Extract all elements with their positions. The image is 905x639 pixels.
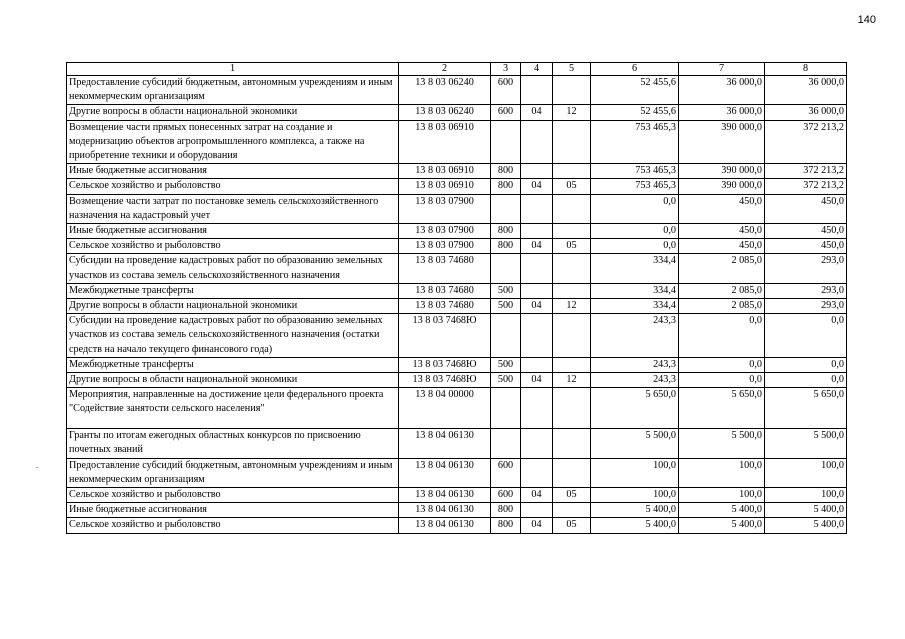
- table-row: [67, 194, 847, 223]
- section-cell: [521, 164, 553, 179]
- expense-type-cell: 800: [491, 518, 521, 533]
- amount-col6-cell: 52 455,6: [591, 76, 679, 105]
- target-code-cell: 13 8 04 00000: [399, 388, 491, 429]
- amount-col6-cell: 100,0: [591, 488, 679, 503]
- expense-type-cell: [491, 120, 521, 164]
- target-code-cell: 13 8 03 07900: [399, 224, 491, 239]
- row-name-cell: Другие вопросы в области национальной экономики: [67, 299, 399, 314]
- row-name-cell: Предоставление субсидий бюджетным, автономным учреждениям и иным некоммерческим организациям: [67, 76, 399, 105]
- amount-col8-cell: 36 000,0: [765, 105, 847, 120]
- column-header: 8: [765, 63, 847, 76]
- amount-col8-cell: 450,0: [765, 224, 847, 239]
- amount-col6-cell: 5 650,0: [591, 388, 679, 429]
- amount-col8-cell: 0,0: [765, 357, 847, 372]
- amount-col7-cell: 5 400,0: [679, 503, 765, 518]
- section-cell: [521, 283, 553, 298]
- section-cell: 04: [521, 373, 553, 388]
- expense-type-cell: [491, 254, 521, 283]
- target-code-cell: 13 8 04 06130: [399, 518, 491, 533]
- column-header: 7: [679, 63, 765, 76]
- row-name-cell: Иные бюджетные ассигнования: [67, 164, 399, 179]
- amount-col8-cell: 100,0: [765, 488, 847, 503]
- section-cell: [521, 357, 553, 372]
- amount-col7-cell: 2 085,0: [679, 299, 765, 314]
- table-row: [67, 314, 847, 358]
- section-cell: [521, 254, 553, 283]
- subsection-cell: [553, 76, 591, 105]
- expense-type-cell: [491, 194, 521, 223]
- target-code-cell: 13 8 03 07900: [399, 239, 491, 254]
- amount-col7-cell: 36 000,0: [679, 76, 765, 105]
- amount-col8-cell: 450,0: [765, 194, 847, 223]
- section-cell: [521, 388, 553, 429]
- table-row: [67, 105, 847, 120]
- subsection-cell: 12: [553, 299, 591, 314]
- row-name-cell: Субсидии на проведение кадастровых работ по образованию земельных участков из состава земель сельскохозяйственного назначения: [67, 254, 399, 283]
- amount-col8-cell: 0,0: [765, 373, 847, 388]
- amount-col6-cell: 243,3: [591, 314, 679, 358]
- column-header: 4: [521, 63, 553, 76]
- row-name-cell: Другие вопросы в области национальной экономики: [67, 105, 399, 120]
- section-cell: [521, 224, 553, 239]
- table-row: [67, 239, 847, 254]
- target-code-cell: 13 8 04 06130: [399, 503, 491, 518]
- amount-col6-cell: 5 500,0: [591, 429, 679, 458]
- amount-col6-cell: 753 465,3: [591, 164, 679, 179]
- expense-type-cell: 600: [491, 458, 521, 487]
- row-name-cell: Межбюджетные трансферты: [67, 357, 399, 372]
- amount-col7-cell: 450,0: [679, 224, 765, 239]
- row-name-cell: Сельское хозяйство и рыболовство: [67, 488, 399, 503]
- row-name-cell: Межбюджетные трансферты: [67, 283, 399, 298]
- table-row: [67, 254, 847, 283]
- page-number: 140: [857, 14, 876, 26]
- amount-col7-cell: 2 085,0: [679, 254, 765, 283]
- amount-col7-cell: 100,0: [679, 458, 765, 487]
- budget-table: [66, 62, 847, 534]
- amount-col7-cell: 36 000,0: [679, 105, 765, 120]
- amount-col6-cell: 753 465,3: [591, 120, 679, 164]
- expense-type-cell: 500: [491, 357, 521, 372]
- amount-col7-cell: 390 000,0: [679, 120, 765, 164]
- subsection-cell: [553, 120, 591, 164]
- table-row: [67, 76, 847, 105]
- section-cell: [521, 458, 553, 487]
- target-code-cell: 13 8 03 7468Ю: [399, 314, 491, 358]
- subsection-cell: [553, 194, 591, 223]
- expense-type-cell: 600: [491, 76, 521, 105]
- amount-col8-cell: 293,0: [765, 299, 847, 314]
- table-row: [67, 164, 847, 179]
- subsection-cell: [553, 357, 591, 372]
- row-name-cell: Сельское хозяйство и рыболовство: [67, 179, 399, 194]
- amount-col6-cell: 100,0: [591, 458, 679, 487]
- amount-col6-cell: 5 400,0: [591, 518, 679, 533]
- row-name-cell: Иные бюджетные ассигнования: [67, 503, 399, 518]
- expense-type-cell: [491, 388, 521, 429]
- amount-col7-cell: 100,0: [679, 488, 765, 503]
- section-cell: 04: [521, 518, 553, 533]
- subsection-cell: 05: [553, 488, 591, 503]
- table-row: [67, 357, 847, 372]
- expense-type-cell: 500: [491, 283, 521, 298]
- amount-col8-cell: 36 000,0: [765, 76, 847, 105]
- subsection-cell: [553, 503, 591, 518]
- section-cell: 04: [521, 179, 553, 194]
- amount-col6-cell: 334,4: [591, 283, 679, 298]
- section-cell: [521, 503, 553, 518]
- subsection-cell: 05: [553, 179, 591, 194]
- row-name-cell: Другие вопросы в области национальной экономики: [67, 373, 399, 388]
- section-cell: [521, 76, 553, 105]
- row-name-cell: Гранты по итогам ежегодных областных конкурсов по присвоению почетных званий: [67, 429, 399, 458]
- expense-type-cell: 600: [491, 488, 521, 503]
- amount-col6-cell: 0,0: [591, 239, 679, 254]
- column-header: 1: [67, 63, 399, 76]
- target-code-cell: 13 8 03 06910: [399, 120, 491, 164]
- amount-col8-cell: 100,0: [765, 458, 847, 487]
- amount-col6-cell: 334,4: [591, 299, 679, 314]
- amount-col7-cell: 390 000,0: [679, 164, 765, 179]
- amount-col7-cell: 0,0: [679, 314, 765, 358]
- target-code-cell: 13 8 03 74680: [399, 299, 491, 314]
- row-name-cell: Иные бюджетные ассигнования: [67, 224, 399, 239]
- amount-col7-cell: 390 000,0: [679, 179, 765, 194]
- amount-col8-cell: 372 213,2: [765, 179, 847, 194]
- target-code-cell: 13 8 03 06240: [399, 105, 491, 120]
- expense-type-cell: [491, 314, 521, 358]
- target-code-cell: 13 8 03 06240: [399, 76, 491, 105]
- subsection-cell: 12: [553, 105, 591, 120]
- amount-col7-cell: 5 500,0: [679, 429, 765, 458]
- table-row: [67, 373, 847, 388]
- target-code-cell: 13 8 03 74680: [399, 254, 491, 283]
- section-cell: 04: [521, 488, 553, 503]
- amount-col6-cell: 5 400,0: [591, 503, 679, 518]
- row-name-cell: Возмещение части затрат по постановке земель сельскохозяйственного назначения на кадастровый учет: [67, 194, 399, 223]
- subsection-cell: [553, 254, 591, 283]
- amount-col6-cell: 243,3: [591, 357, 679, 372]
- target-code-cell: 13 8 04 06130: [399, 488, 491, 503]
- table-row: [67, 518, 847, 533]
- amount-col8-cell: 5 650,0: [765, 388, 847, 429]
- subsection-cell: [553, 314, 591, 358]
- table-row: [67, 503, 847, 518]
- row-name-cell: Возмещение части прямых понесенных затрат на создание и модернизацию объектов агропромышленного комплекса, а также на приобретение техники и оборудования: [67, 120, 399, 164]
- section-cell: [521, 120, 553, 164]
- table-row: [67, 488, 847, 503]
- amount-col7-cell: 5 400,0: [679, 518, 765, 533]
- amount-col6-cell: 334,4: [591, 254, 679, 283]
- target-code-cell: 13 8 03 06910: [399, 179, 491, 194]
- row-name-cell: Субсидии на проведение кадастровых работ по образованию земельных участков из состава земель сельскохозяйственного назначения (остатки средств на начало текущего финансового года): [67, 314, 399, 358]
- subsection-cell: 05: [553, 518, 591, 533]
- target-code-cell: 13 8 04 06130: [399, 458, 491, 487]
- amount-col6-cell: 753 465,3: [591, 179, 679, 194]
- row-name-cell: Сельское хозяйство и рыболовство: [67, 239, 399, 254]
- table-row: [67, 429, 847, 458]
- amount-col6-cell: 243,3: [591, 373, 679, 388]
- amount-col7-cell: 5 650,0: [679, 388, 765, 429]
- amount-col8-cell: 293,0: [765, 283, 847, 298]
- target-code-cell: 13 8 03 74680: [399, 283, 491, 298]
- table-body: [67, 76, 847, 534]
- amount-col6-cell: 0,0: [591, 194, 679, 223]
- amount-col8-cell: 293,0: [765, 254, 847, 283]
- amount-col8-cell: 372 213,2: [765, 164, 847, 179]
- expense-type-cell: 500: [491, 299, 521, 314]
- amount-col7-cell: 0,0: [679, 357, 765, 372]
- target-code-cell: 13 8 03 07900: [399, 194, 491, 223]
- subsection-cell: [553, 224, 591, 239]
- subsection-cell: [553, 458, 591, 487]
- subsection-cell: 05: [553, 239, 591, 254]
- section-cell: 04: [521, 239, 553, 254]
- table-row: [67, 388, 847, 429]
- amount-col7-cell: 450,0: [679, 194, 765, 223]
- column-header: 6: [591, 63, 679, 76]
- table-row: [67, 283, 847, 298]
- section-cell: [521, 194, 553, 223]
- amount-col6-cell: 0,0: [591, 224, 679, 239]
- section-cell: 04: [521, 105, 553, 120]
- subsection-cell: [553, 429, 591, 458]
- table-row: [67, 179, 847, 194]
- section-cell: [521, 314, 553, 358]
- expense-type-cell: 500: [491, 373, 521, 388]
- subsection-cell: [553, 164, 591, 179]
- row-name-cell: Мероприятия, направленные на достижение цели федерального проекта "Содействие занятости сельского населения": [67, 388, 399, 429]
- table-header-row: [67, 63, 847, 76]
- subsection-cell: [553, 283, 591, 298]
- target-code-cell: 13 8 03 7468Ю: [399, 373, 491, 388]
- margin-mark: [36, 467, 38, 468]
- amount-col8-cell: 450,0: [765, 239, 847, 254]
- expense-type-cell: 800: [491, 503, 521, 518]
- amount-col7-cell: 0,0: [679, 373, 765, 388]
- column-header: 5: [553, 63, 591, 76]
- table-row: [67, 299, 847, 314]
- table-row: [67, 458, 847, 487]
- table-row: [67, 224, 847, 239]
- expense-type-cell: [491, 429, 521, 458]
- amount-col7-cell: 2 085,0: [679, 283, 765, 298]
- row-name-cell: Сельское хозяйство и рыболовство: [67, 518, 399, 533]
- target-code-cell: 13 8 03 06910: [399, 164, 491, 179]
- amount-col8-cell: 5 400,0: [765, 518, 847, 533]
- expense-type-cell: 800: [491, 239, 521, 254]
- amount-col8-cell: 0,0: [765, 314, 847, 358]
- amount-col8-cell: 5 500,0: [765, 429, 847, 458]
- amount-col8-cell: 372 213,2: [765, 120, 847, 164]
- column-header: 3: [491, 63, 521, 76]
- target-code-cell: 13 8 03 7468Ю: [399, 357, 491, 372]
- amount-col7-cell: 450,0: [679, 239, 765, 254]
- expense-type-cell: 800: [491, 179, 521, 194]
- column-header: 2: [399, 63, 491, 76]
- target-code-cell: 13 8 04 06130: [399, 429, 491, 458]
- section-cell: [521, 429, 553, 458]
- expense-type-cell: 800: [491, 164, 521, 179]
- expense-type-cell: 800: [491, 224, 521, 239]
- amount-col8-cell: 5 400,0: [765, 503, 847, 518]
- subsection-cell: 12: [553, 373, 591, 388]
- row-name-cell: Предоставление субсидий бюджетным, автономным учреждениям и иным некоммерческим организациям: [67, 458, 399, 487]
- amount-col6-cell: 52 455,6: [591, 105, 679, 120]
- expense-type-cell: 600: [491, 105, 521, 120]
- table-row: [67, 120, 847, 164]
- subsection-cell: [553, 388, 591, 429]
- section-cell: 04: [521, 299, 553, 314]
